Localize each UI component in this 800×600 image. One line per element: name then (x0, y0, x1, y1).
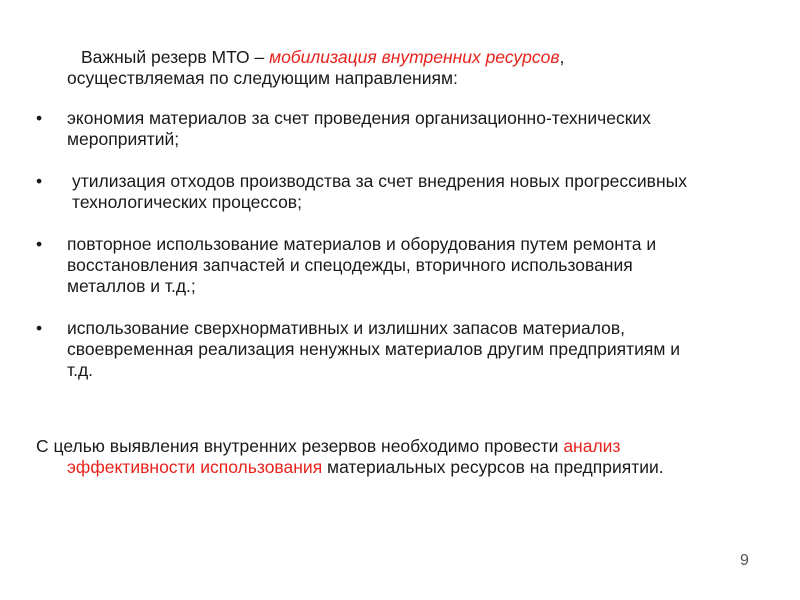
bullet-line: т.д. (67, 360, 94, 380)
conclusion-paragraph (36, 436, 756, 478)
bullet-line: использование сверхнормативных и излишних запасов материалов, (67, 318, 626, 338)
intro-highlight: мобилизация внутренних ресурсов (269, 47, 560, 67)
bullet-line: повторное использование материалов и оборудования путем ремонта и (67, 234, 657, 254)
intro-suffix: , (559, 47, 565, 67)
list-item-reuse (36, 234, 766, 297)
conclusion-highlight-2: эффективности использования (67, 457, 323, 477)
bullet-text (67, 234, 766, 297)
bullet-text (67, 171, 766, 213)
list-item-materials-economy (36, 108, 766, 150)
bullet-line: своевременная реализация ненужных материалов другим предприятиям и (67, 339, 681, 359)
bullet-icon: • (36, 318, 43, 338)
bullet-line: мероприятий; (67, 129, 180, 149)
bullet-icon: • (36, 108, 43, 128)
bullet-line: восстановления запчастей и спецодежды, вторичного использования (67, 255, 633, 275)
conclusion-highlight-1: анализ (563, 436, 621, 456)
list-item-waste-utilization (36, 171, 766, 213)
intro-prefix: Важный резерв МТО – (81, 47, 270, 67)
intro-paragraph (67, 47, 747, 89)
bullet-text (67, 108, 766, 150)
bullet-line: утилизация отходов производства за счет внедрения новых прогрессивных (72, 171, 687, 191)
list-item-excess-stocks (36, 318, 766, 381)
conclusion-prefix: С целью выявления внутренних резервов необходимо провести (36, 436, 564, 456)
conclusion-line-1 (36, 436, 756, 457)
bullet-icon: • (36, 234, 43, 254)
page-number: 9 (740, 552, 749, 569)
bullet-text (67, 318, 766, 381)
intro-line-1 (67, 47, 747, 68)
conclusion-suffix: материальных ресурсов на предприятии. (322, 457, 664, 477)
bullet-line: экономия материалов за счет проведения организационно-технических (67, 108, 651, 128)
bullet-line: технологических процессов; (72, 192, 302, 212)
bullet-icon: • (36, 171, 43, 191)
conclusion-line-2 (36, 457, 756, 478)
bullet-line: металлов и т.д.; (67, 276, 196, 296)
intro-line-2: осуществляемая по следующим направлениям: (67, 68, 458, 88)
directions-list (36, 108, 766, 402)
